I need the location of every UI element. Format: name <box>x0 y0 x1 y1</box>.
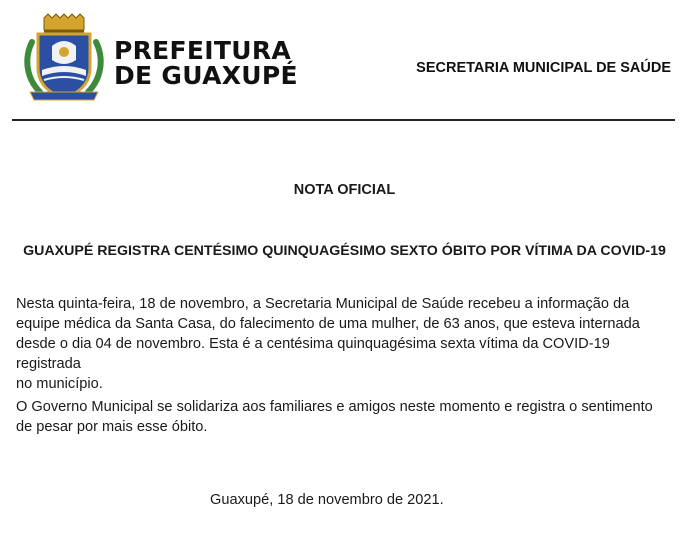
header-divider <box>12 119 675 121</box>
paragraph-2 <box>16 397 676 437</box>
brand-line-1: PREFEITURA <box>114 36 292 65</box>
paragraph-line: de pesar por mais esse óbito. <box>16 419 208 435</box>
paragraph-line: no município. <box>16 376 103 392</box>
document-headline: GUAXUPÉ REGISTRA CENTÉSIMO QUINQUAGÉSIMO SEXTO ÓBITO POR VÍTIMA DA COVID-19 <box>23 243 666 259</box>
paragraph-line: desde o dia 04 de novembro. Esta é a centésima quinquagésima sexta vítima da COVID-19 registrada <box>16 336 610 372</box>
paragraph-line: equipe médica da Santa Casa, do falecimento de uma mulher, de 63 anos, que esteva internada <box>16 316 640 332</box>
brand-line-2: DE GUAXUPÉ <box>114 61 298 90</box>
paragraph-line: Nesta quinta-feira, 18 de novembro, a Secretaria Municipal de Saúde recebeu a informação da <box>16 296 630 312</box>
prefeitura-logo-text <box>114 38 298 88</box>
paragraph-line: O Governo Municipal se solidariza aos familiares e amigos neste momento e registra o sentimento <box>16 399 653 415</box>
municipal-coat-of-arms-icon <box>22 12 106 104</box>
place-and-date: Guaxupé, 18 de novembro de 2021. <box>210 492 444 508</box>
document-title: NOTA OFICIAL <box>293 182 396 198</box>
letterhead <box>0 0 689 122</box>
paragraph-1 <box>16 294 676 394</box>
department-name: SECRETARIA MUNICIPAL DE SAÚDE <box>416 60 671 76</box>
